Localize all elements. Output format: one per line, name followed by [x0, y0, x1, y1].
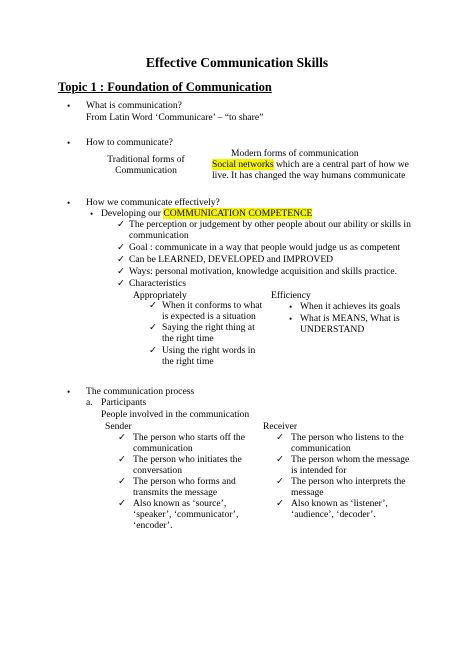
- bullet-icon: •: [67, 138, 71, 148]
- receiver-item-2-line1: The person whom the message: [291, 454, 410, 465]
- check-icon: ✓: [118, 477, 126, 487]
- competence-item-4: Ways: personal motivation, knowledge acquisition and skills practice.: [129, 266, 398, 277]
- competence-item-1-line1: The perception or judgement by other people about our ability or skills in: [129, 219, 411, 230]
- sender-item-2-line2: conversation: [133, 465, 183, 476]
- check-icon: ✓: [118, 433, 126, 443]
- sender-heading: Sender: [105, 421, 132, 432]
- check-icon: ✓: [117, 279, 125, 289]
- sender-item-1-line2: communication: [133, 443, 193, 454]
- participants-label: Participants: [101, 397, 147, 408]
- check-icon: ✓: [276, 433, 284, 443]
- sender-item-1-line1: The person who starts off the: [133, 432, 245, 443]
- bullet-icon: •: [289, 302, 293, 312]
- check-icon: ✓: [149, 301, 157, 311]
- competence-item-5: Characteristics: [129, 278, 187, 289]
- section-what-question: What is communication?: [86, 100, 182, 111]
- appropriately-item-1-line1: When it conforms to what: [162, 300, 263, 311]
- appropriately-item-2-line1: Saying the right thing at: [162, 322, 255, 333]
- section-how-question: How to communicate?: [86, 137, 173, 148]
- sender-item-3-line1: The person who forms and: [133, 476, 236, 487]
- document-title: Effective Communication Skills: [145, 55, 329, 70]
- check-icon: ✓: [118, 455, 126, 465]
- bullet-icon: •: [90, 209, 94, 219]
- participants-letter: a.: [86, 397, 93, 408]
- sender-item-3-line2: transmits the message: [133, 487, 218, 498]
- efficiency-item-2-line1: What is MEANS, What is: [300, 313, 400, 324]
- check-icon: ✓: [276, 455, 284, 465]
- efficiency-heading: Efficiency: [271, 290, 311, 301]
- modern-forms-line1: Modern forms of communication: [231, 148, 359, 159]
- appropriately-item-3-line2: the right time: [162, 356, 214, 367]
- competence-item-2: Goal : communicate in a way that people would judge us as competent: [129, 242, 401, 253]
- sender-item-4-line1: Also known as ‘source’,: [133, 498, 227, 509]
- modern-forms-line2-rest: which are a central part of how we: [273, 159, 409, 170]
- receiver-heading: Receiver: [263, 421, 298, 432]
- check-icon: ✓: [118, 499, 126, 509]
- bullet-icon: •: [67, 387, 71, 397]
- receiver-item-1-line1: The person who listens to the: [291, 432, 404, 443]
- section-process-question: The communication process: [86, 386, 195, 397]
- appropriately-item-2-line2: the right time: [162, 333, 214, 344]
- check-icon: ✓: [276, 477, 284, 487]
- section-what-answer: From Latin Word ‘Communicare’ – “to share”: [86, 112, 264, 123]
- check-icon: ✓: [117, 243, 125, 253]
- developing-prefix: Developing our: [101, 208, 164, 219]
- check-icon: ✓: [117, 255, 125, 265]
- traditional-forms-line1: Traditional forms of: [107, 154, 185, 165]
- people-involved-text: People involved in the communication: [101, 409, 250, 420]
- sender-item-4-line2: ‘speaker’, ‘communicator’,: [133, 509, 239, 520]
- check-icon: ✓: [117, 220, 125, 230]
- section-effective-question: How we communicate effectively?: [86, 197, 220, 208]
- competence-highlight: COMMUNICATION COMPETENCE: [163, 208, 313, 219]
- traditional-forms-line2: Communication: [115, 165, 177, 176]
- receiver-item-4-line1: Also known as ‘listener’,: [291, 498, 388, 509]
- efficiency-item-1: When it achieves its goals: [300, 301, 401, 312]
- social-networks-highlight: Social networks: [212, 159, 274, 170]
- competence-item-3: Can be LEARNED, DEVELOPED and IMPROVED: [129, 254, 334, 265]
- efficiency-item-2-line2: UNDERSTAND: [300, 324, 365, 335]
- competence-item-1-line2: communication: [129, 230, 189, 241]
- receiver-item-1-line2: communication: [291, 443, 351, 454]
- check-icon: ✓: [276, 499, 284, 509]
- bullet-icon: •: [289, 314, 293, 324]
- check-icon: ✓: [117, 267, 125, 277]
- receiver-item-3-line2: message: [291, 487, 324, 498]
- developing-competence-line: [101, 208, 312, 220]
- receiver-item-4-line2: ‘audience’, ‘decoder’.: [291, 509, 376, 520]
- modern-forms-line2: [212, 159, 409, 171]
- topic-heading: Topic 1 : Foundation of Communication: [58, 80, 272, 94]
- appropriately-heading: Appropriately: [133, 290, 187, 301]
- sender-item-4-line3: ‘encoder’.: [133, 520, 173, 531]
- bullet-icon: •: [67, 101, 71, 111]
- check-icon: ✓: [149, 323, 157, 333]
- bullet-icon: •: [67, 198, 71, 208]
- receiver-item-3-line1: The person who interprets the: [291, 476, 406, 487]
- modern-forms-line3: live. It has changed the way humans communicate: [212, 170, 406, 181]
- check-icon: ✓: [149, 346, 157, 356]
- receiver-item-2-line2: is intended for: [291, 465, 347, 476]
- appropriately-item-3-line1: Using the right words in: [162, 345, 256, 356]
- appropriately-item-1-line2: is expected is a situation: [162, 311, 256, 322]
- sender-item-2-line1: The person who initiates the: [133, 454, 242, 465]
